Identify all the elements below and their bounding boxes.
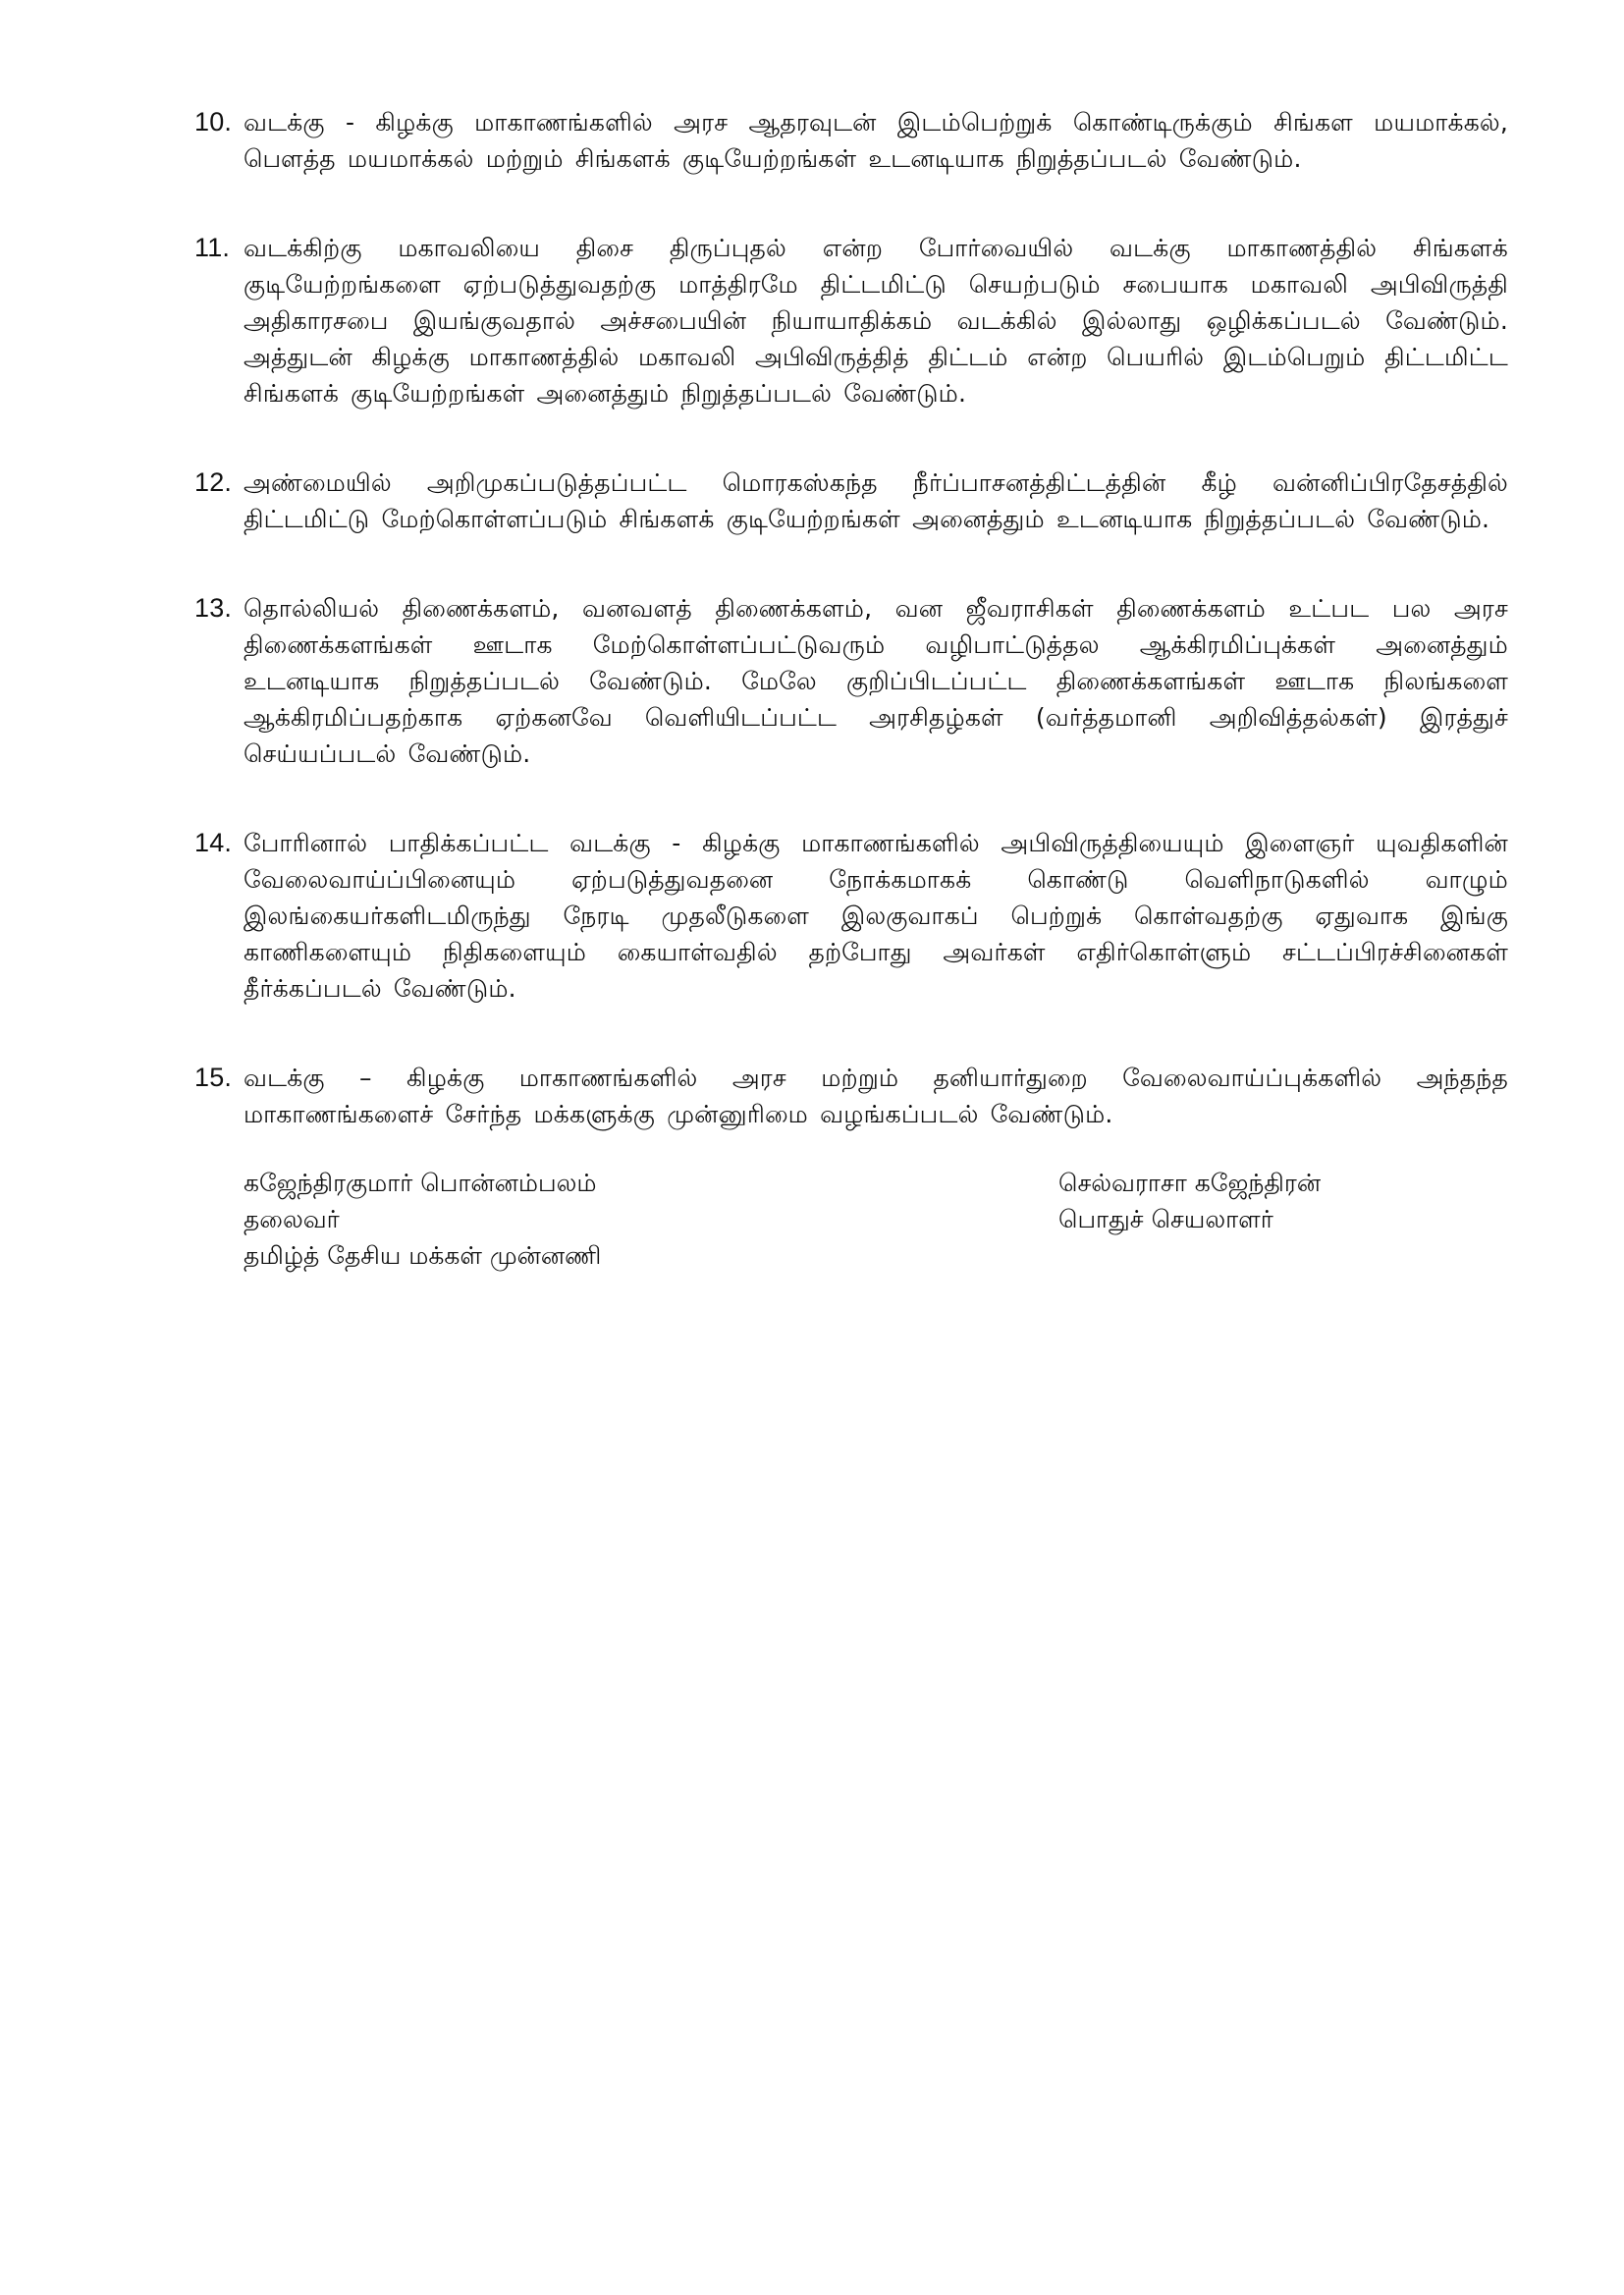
signatory-title: பொதுச் செயலாளர் [1058, 1205, 1273, 1233]
signatory-name: கஜேந்திரகுமார் பொன்னம்பலம் [244, 1169, 597, 1197]
item-number: 10. [194, 107, 233, 137]
signature-right [1058, 1165, 1321, 1237]
list-item-10 [194, 104, 1508, 177]
item-text: வடக்கிற்கு மகாவலியை திசை திருப்புதல் என்ற போர்வையில் வடக்கு மாகாணத்தில் சிங்களக் குடியேற்றங்களை ஏற்படுத்துவதற்கு மாத்திரமே திட்டமிட்டு செயற்படும் சபையாக மகாவலி அபிவிருத்தி அதிகாரசபை இயங்குவதால் அச்சபையின் நியாயாதிக்கம் வடக்கில் இல்லாது ஒழிக்கப்படல் வேண்டும். அத்துடன் கிழக்கு மாகாணத்தில் மகாவலி அபிவிருத்தித் திட்டம் என்ற பெயரில் இடம்பெறும் திட்டமிட்ட சிங்களக் குடியேற்றங்கள் அனைத்தும் நிறுத்தப்படல் வேண்டும். [244, 234, 1508, 408]
item-number: 12. [194, 467, 233, 497]
item-text: தொல்லியல் திணைக்களம், வனவளத் திணைக்களம், வன ஜீவராசிகள் திணைக்களம் உட்பட பல அரச திணைக்களங்கள் ஊடாக மேற்கொள்ளப்பட்டுவரும் வழிபாட்டுத்தல ஆக்கிரமிப்புக்கள் அனைத்தும் உடனடியாக நிறுத்தப்படல் வேண்டும். மேலே குறிப்பிடப்பட்ட திணைக்களங்கள் ஊடாக நிலங்களை ஆக்கிரமிப்பதற்காக ஏற்கனவே வெளியிடப்பட்ட அரசிதழ்கள் (வர்த்தமானி அறிவித்தல்கள்) இரத்துச் செய்யப்படல் வேண்டும். [244, 594, 1508, 768]
signatory-organization: தமிழ்த் தேசிய மக்கள் முன்னணி [244, 1241, 602, 1270]
list-item-12 [194, 464, 1508, 537]
signature-left [244, 1165, 601, 1274]
demands-list [194, 104, 1508, 1185]
item-number: 15. [194, 1063, 233, 1092]
list-item-13 [194, 590, 1508, 772]
item-text: வடக்கு - கிழக்கு மாகாணங்களில் அரச ஆதரவுடன் இடம்பெற்றுக் கொண்டிருக்கும் சிங்கள மயமாக்கல், பௌத்த மயமாக்கல் மற்றும் சிங்களக் குடியேற்றங்கள் உடனடியாக நிறுத்தப்படல் வேண்டும். [244, 108, 1508, 173]
item-text: வடக்கு – கிழக்கு மாகாணங்களில் அரச மற்றும் தனியார்துறை வேலைவாய்ப்புக்களில் அந்தந்த மாகாணங்களைச் சேர்ந்த மக்களுக்கு முன்னுரிமை வழங்கப்படல் வேண்டும். [244, 1064, 1508, 1128]
list-item-11 [194, 230, 1508, 411]
signatory-name: செல்வராசா கஜேந்திரன் [1058, 1169, 1322, 1197]
item-text: போரினால் பாதிக்கப்பட்ட வடக்கு - கிழக்கு மாகாணங்களில் அபிவிருத்தியையும் இளைஞர் யுவதிகளின் வேலைவாய்ப்பினையும் ஏற்படுத்துவதனை நோக்கமாகக் கொண்டு வெளிநாடுகளில் வாழும் இலங்கையர்களிடமிருந்து நேரடி முதலீடுகளை இலகுவாகப் பெற்றுக் கொள்வதற்கு ஏதுவாக இங்கு காணிகளையும் நிதிகளையும் கையாள்வதில் தற்போது அவர்கள் எதிர்கொள்ளும் சட்டப்பிரச்சினைகள் தீர்க்கப்படல் வேண்டும். [244, 829, 1508, 1003]
signatory-title: தலைவர் [244, 1205, 340, 1233]
item-number: 13. [194, 593, 233, 623]
item-number: 14. [194, 828, 233, 857]
item-number: 11. [194, 233, 231, 262]
list-item-15 [194, 1060, 1508, 1132]
list-item-14 [194, 825, 1508, 1007]
item-text: அண்மையில் அறிமுகப்படுத்தப்பட்ட மொரகஸ்கந்த நீர்ப்பாசனத்திட்டத்தின் கீழ் வன்னிப்பிரதேசத்தில் திட்டமிட்டு மேற்கொள்ளப்படும் சிங்களக் குடியேற்றங்கள் அனைத்தும் உடனடியாக நிறுத்தப்படல் வேண்டும். [244, 468, 1508, 533]
